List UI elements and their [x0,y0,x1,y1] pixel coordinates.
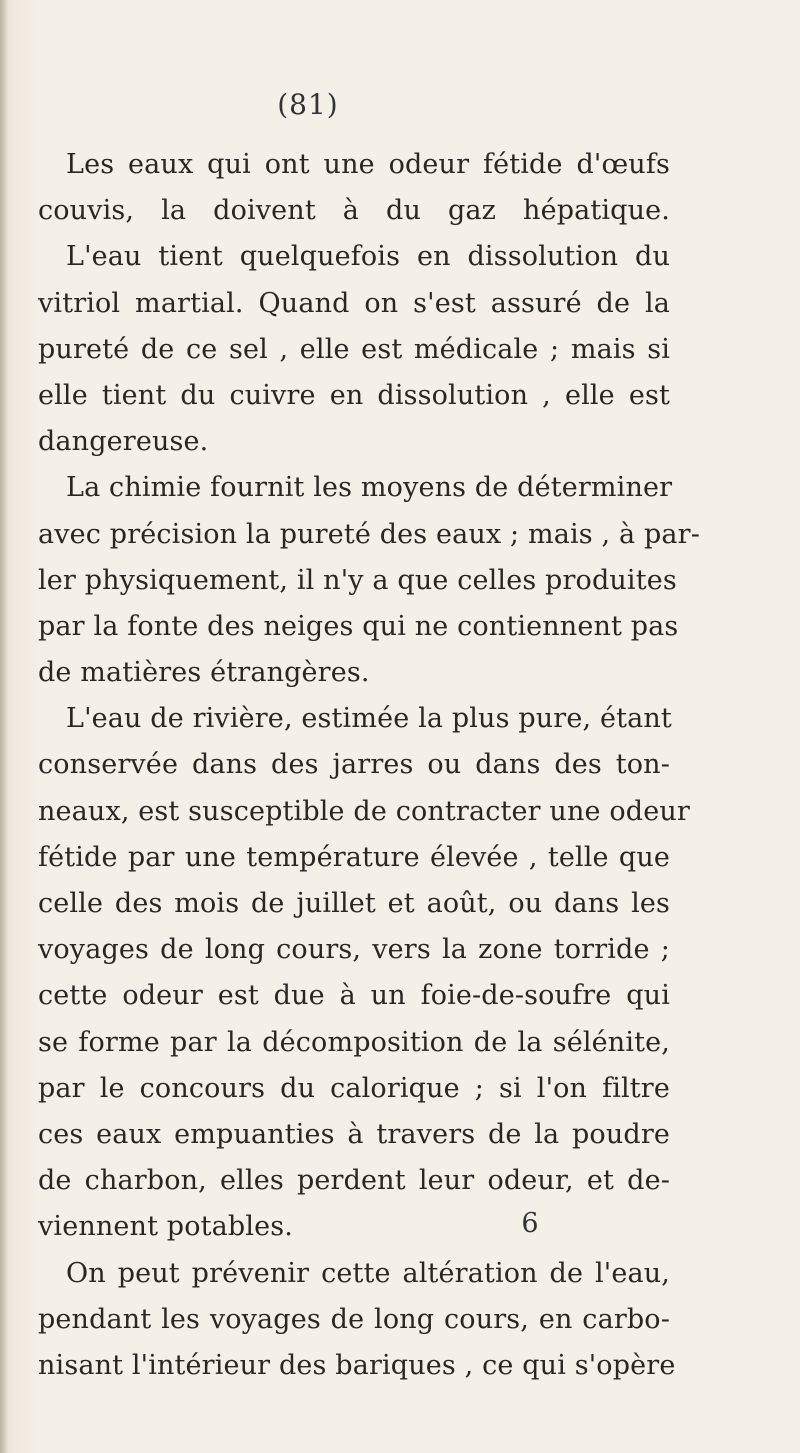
text-line: neaux, est susceptible de contracter une odeur [38,795,690,827]
text-line: celle des mois de juillet et août, ou dans les [38,888,670,919]
text-line: couvis, la doivent à du gaz hépatique. [38,195,670,227]
text-line: ces eaux empuanties à travers de la poudre [38,1118,670,1150]
page-spine-edge [0,0,8,1453]
text-line: fétide par une température élevée , telle que [38,841,670,873]
body-text [38,142,700,1389]
text-line: nisant l'intérieur des bariques , ce qui s'opère [38,1349,676,1381]
text-line: de matières étrangères. [38,657,370,689]
text-line: La chimie fournit les moyens de déterminer [66,472,673,504]
text-line: On peut prévenir cette altération de l'eau, [66,1257,670,1289]
page-number: (81) [277,88,339,121]
text-line: se forme par la décomposition de la sélénite, [38,1026,670,1058]
text-line: Les eaux qui ont une odeur fétide d'œufs [66,149,670,180]
text-line: voyages de long cours, vers la zone torride ; [38,934,670,966]
text-line: elle tient du cuivre en dissolution , elle est [38,379,670,411]
text-line: cette odeur est due à un foie-de-soufre qui [38,980,670,1012]
text-line: conservée dans des jarres ou dans des ton- [38,749,670,781]
text-line: pureté de ce sel , elle est médicale ; mais si [38,333,670,365]
text-line: L'eau de rivière, estimée la plus pure, étant [66,703,672,735]
text-line: ler physiquement, il n'y a que celles produites [38,564,677,596]
text-line: pendant les voyages de long cours, en carbo- [38,1303,670,1335]
text-line: dangereuse. [38,426,209,458]
text-line: L'eau tient quelquefois en dissolution du [66,241,670,273]
text-line: avec précision la pureté des eaux ; mais , à par- [38,518,700,550]
text-line: viennent potables. [38,1211,293,1243]
text-line: par le concours du calorique ; si l'on filtre [38,1072,670,1104]
text-line: de charbon, elles perdent leur odeur, et de- [38,1165,670,1197]
text-line: vitriol martial. Quand on s'est assuré de la [38,287,670,319]
signature-mark: 6 [521,1208,539,1239]
text-line: par la fonte des neiges qui ne contiennent pas [38,610,679,642]
